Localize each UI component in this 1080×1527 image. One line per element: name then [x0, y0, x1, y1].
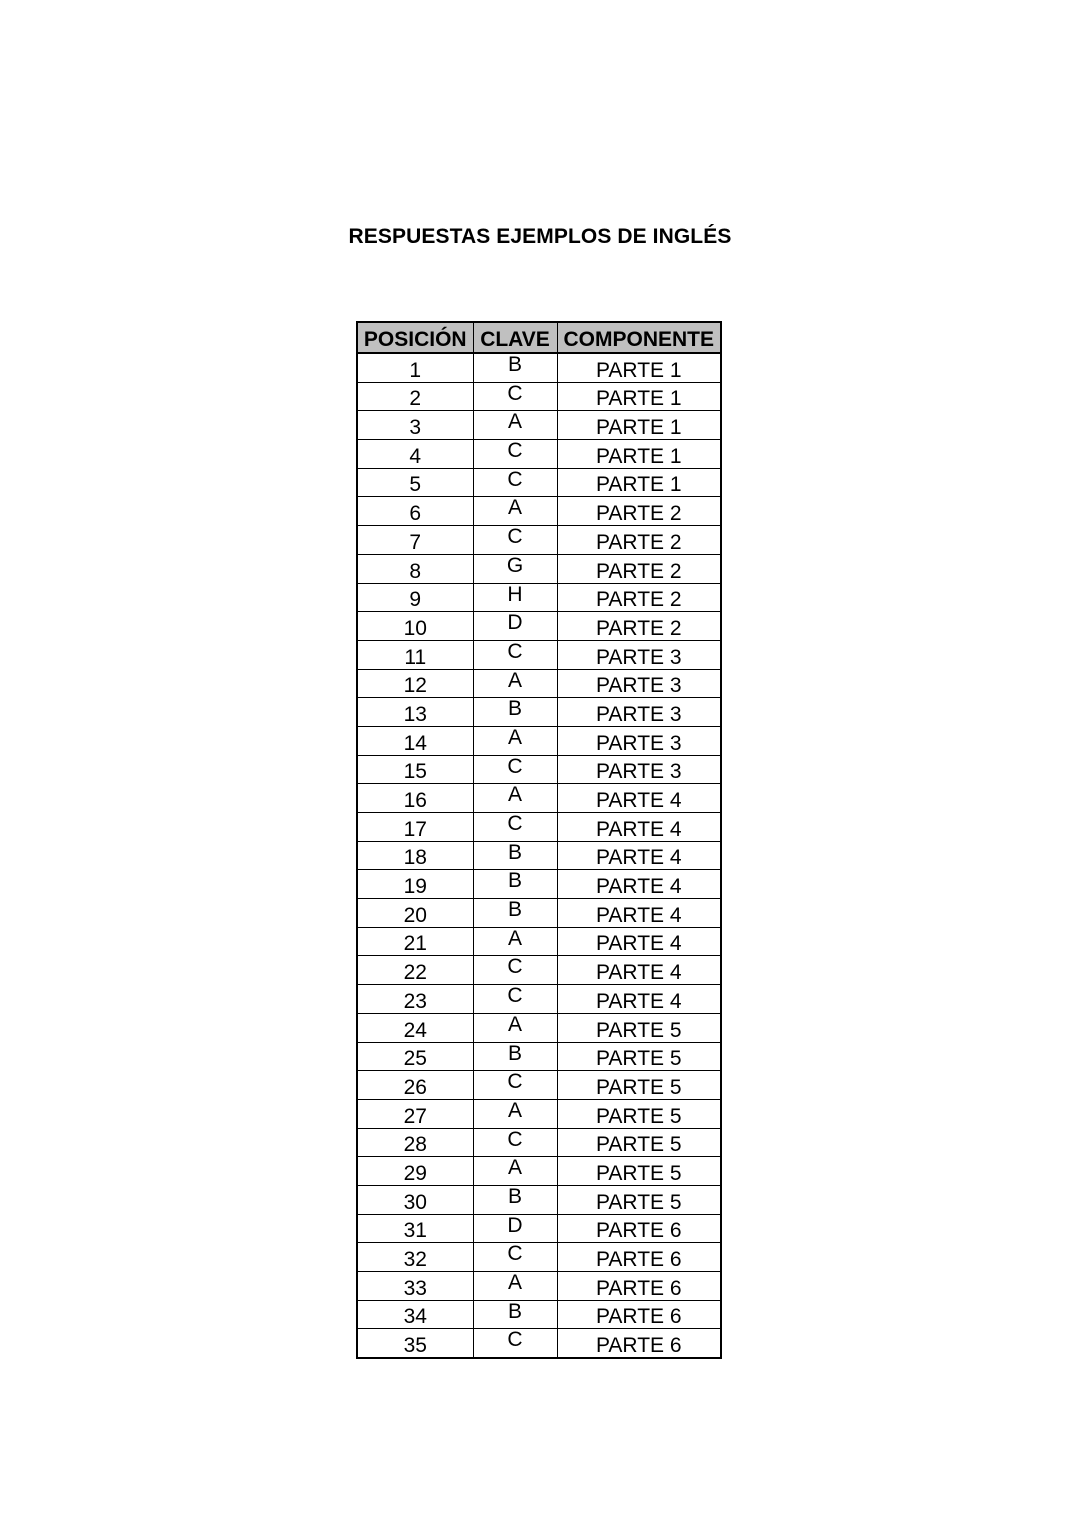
- cell-componente: PARTE 6: [557, 1214, 721, 1243]
- cell-componente: PARTE 4: [557, 870, 721, 899]
- cell-componente: PARTE 5: [557, 1185, 721, 1214]
- cell-componente: PARTE 5: [557, 1042, 721, 1071]
- cell-componente: PARTE 3: [557, 726, 721, 755]
- cell-clave: C: [473, 1128, 557, 1157]
- table-header: [357, 322, 721, 353]
- cell-componente: PARTE 2: [557, 583, 721, 612]
- cell-clave: A: [473, 1099, 557, 1128]
- cell-posicion: 13: [357, 698, 473, 727]
- cell-componente: PARTE 2: [557, 612, 721, 641]
- table-row: [357, 382, 721, 411]
- cell-componente: PARTE 4: [557, 813, 721, 842]
- cell-clave: C: [473, 1329, 557, 1358]
- cell-posicion: 7: [357, 526, 473, 555]
- table-row: [357, 1300, 721, 1329]
- cell-clave: C: [473, 1071, 557, 1100]
- cell-posicion: 16: [357, 784, 473, 813]
- table-row: [357, 440, 721, 469]
- table-row: [357, 784, 721, 813]
- cell-posicion: 33: [357, 1272, 473, 1301]
- cell-posicion: 19: [357, 870, 473, 899]
- document-title: RESPUESTAS EJEMPLOS DE INGLÉS: [348, 225, 732, 248]
- header-componente: COMPONENTE: [557, 322, 721, 353]
- table-row: [357, 813, 721, 842]
- answer-key-table: [356, 321, 722, 1359]
- cell-componente: PARTE 3: [557, 669, 721, 698]
- cell-componente: PARTE 4: [557, 899, 721, 928]
- table-row: [357, 497, 721, 526]
- table-row: [357, 1214, 721, 1243]
- cell-clave: A: [473, 1272, 557, 1301]
- table-row: [357, 526, 721, 555]
- cell-clave: A: [473, 927, 557, 956]
- cell-componente: PARTE 3: [557, 698, 721, 727]
- cell-componente: PARTE 5: [557, 1128, 721, 1157]
- cell-posicion: 2: [357, 382, 473, 411]
- table-row: [357, 1272, 721, 1301]
- cell-clave: B: [473, 899, 557, 928]
- cell-posicion: 27: [357, 1099, 473, 1128]
- cell-clave: A: [473, 669, 557, 698]
- cell-posicion: 11: [357, 640, 473, 669]
- cell-posicion: 3: [357, 411, 473, 440]
- cell-posicion: 6: [357, 497, 473, 526]
- cell-posicion: 10: [357, 612, 473, 641]
- cell-componente: PARTE 4: [557, 784, 721, 813]
- table-row: [357, 899, 721, 928]
- cell-componente: PARTE 5: [557, 1157, 721, 1186]
- cell-clave: A: [473, 1013, 557, 1042]
- table-row: [357, 669, 721, 698]
- cell-posicion: 17: [357, 813, 473, 842]
- table-row: [357, 554, 721, 583]
- cell-clave: A: [473, 497, 557, 526]
- cell-clave: C: [473, 755, 557, 784]
- cell-componente: PARTE 4: [557, 956, 721, 985]
- cell-componente: PARTE 4: [557, 927, 721, 956]
- cell-posicion: 24: [357, 1013, 473, 1042]
- header-clave: CLAVE: [473, 322, 557, 353]
- cell-posicion: 8: [357, 554, 473, 583]
- cell-clave: C: [473, 526, 557, 555]
- header-row: [357, 322, 721, 353]
- cell-posicion: 25: [357, 1042, 473, 1071]
- cell-clave: A: [473, 1157, 557, 1186]
- cell-clave: A: [473, 784, 557, 813]
- table-row: [357, 1099, 721, 1128]
- cell-componente: PARTE 4: [557, 985, 721, 1014]
- table-row: [357, 956, 721, 985]
- cell-clave: C: [473, 382, 557, 411]
- table-row: [357, 640, 721, 669]
- cell-clave: A: [473, 411, 557, 440]
- cell-clave: C: [473, 813, 557, 842]
- cell-clave: B: [473, 1185, 557, 1214]
- table-row: [357, 612, 721, 641]
- cell-componente: PARTE 5: [557, 1071, 721, 1100]
- cell-componente: PARTE 5: [557, 1013, 721, 1042]
- table-body: [357, 353, 721, 1358]
- table-row: [357, 841, 721, 870]
- table-row: [357, 870, 721, 899]
- table-row: [357, 411, 721, 440]
- cell-clave: A: [473, 726, 557, 755]
- cell-componente: PARTE 1: [557, 468, 721, 497]
- cell-clave: H: [473, 583, 557, 612]
- cell-posicion: 12: [357, 669, 473, 698]
- table-row: [357, 1157, 721, 1186]
- cell-posicion: 26: [357, 1071, 473, 1100]
- cell-posicion: 23: [357, 985, 473, 1014]
- table-row: [357, 1185, 721, 1214]
- cell-clave: B: [473, 1042, 557, 1071]
- cell-posicion: 1: [357, 353, 473, 382]
- cell-componente: PARTE 3: [557, 640, 721, 669]
- cell-posicion: 34: [357, 1300, 473, 1329]
- table-row: [357, 726, 721, 755]
- cell-posicion: 35: [357, 1329, 473, 1358]
- table-row: [357, 698, 721, 727]
- table-row: [357, 468, 721, 497]
- cell-clave: G: [473, 554, 557, 583]
- cell-clave: B: [473, 841, 557, 870]
- cell-clave: C: [473, 1243, 557, 1272]
- cell-posicion: 29: [357, 1157, 473, 1186]
- cell-clave: B: [473, 870, 557, 899]
- header-posicion: POSICIÓN: [357, 322, 473, 353]
- table-row: [357, 1071, 721, 1100]
- cell-clave: B: [473, 353, 557, 382]
- cell-clave: C: [473, 468, 557, 497]
- cell-clave: B: [473, 698, 557, 727]
- cell-clave: C: [473, 956, 557, 985]
- cell-componente: PARTE 2: [557, 497, 721, 526]
- cell-componente: PARTE 1: [557, 353, 721, 382]
- cell-componente: PARTE 4: [557, 841, 721, 870]
- cell-clave: D: [473, 612, 557, 641]
- cell-componente: PARTE 3: [557, 755, 721, 784]
- table-row: [357, 927, 721, 956]
- table-row: [357, 1329, 721, 1358]
- table-row: [357, 985, 721, 1014]
- table-row: [357, 353, 721, 382]
- cell-componente: PARTE 1: [557, 440, 721, 469]
- table-row: [357, 1042, 721, 1071]
- cell-posicion: 4: [357, 440, 473, 469]
- table-row: [357, 755, 721, 784]
- cell-componente: PARTE 2: [557, 526, 721, 555]
- cell-posicion: 28: [357, 1128, 473, 1157]
- cell-posicion: 9: [357, 583, 473, 612]
- cell-clave: B: [473, 1300, 557, 1329]
- cell-clave: D: [473, 1214, 557, 1243]
- cell-componente: PARTE 6: [557, 1272, 721, 1301]
- cell-posicion: 18: [357, 841, 473, 870]
- cell-posicion: 32: [357, 1243, 473, 1272]
- table-row: [357, 1128, 721, 1157]
- cell-posicion: 22: [357, 956, 473, 985]
- cell-componente: PARTE 1: [557, 411, 721, 440]
- cell-clave: C: [473, 985, 557, 1014]
- table-row: [357, 1243, 721, 1272]
- cell-componente: PARTE 1: [557, 382, 721, 411]
- table-row: [357, 583, 721, 612]
- cell-componente: PARTE 5: [557, 1099, 721, 1128]
- table-row: [357, 1013, 721, 1042]
- cell-componente: PARTE 6: [557, 1300, 721, 1329]
- cell-posicion: 5: [357, 468, 473, 497]
- cell-componente: PARTE 6: [557, 1329, 721, 1358]
- cell-clave: C: [473, 440, 557, 469]
- cell-posicion: 20: [357, 899, 473, 928]
- cell-componente: PARTE 6: [557, 1243, 721, 1272]
- cell-posicion: 21: [357, 927, 473, 956]
- cell-clave: C: [473, 640, 557, 669]
- cell-componente: PARTE 2: [557, 554, 721, 583]
- cell-posicion: 15: [357, 755, 473, 784]
- cell-posicion: 14: [357, 726, 473, 755]
- cell-posicion: 31: [357, 1214, 473, 1243]
- cell-posicion: 30: [357, 1185, 473, 1214]
